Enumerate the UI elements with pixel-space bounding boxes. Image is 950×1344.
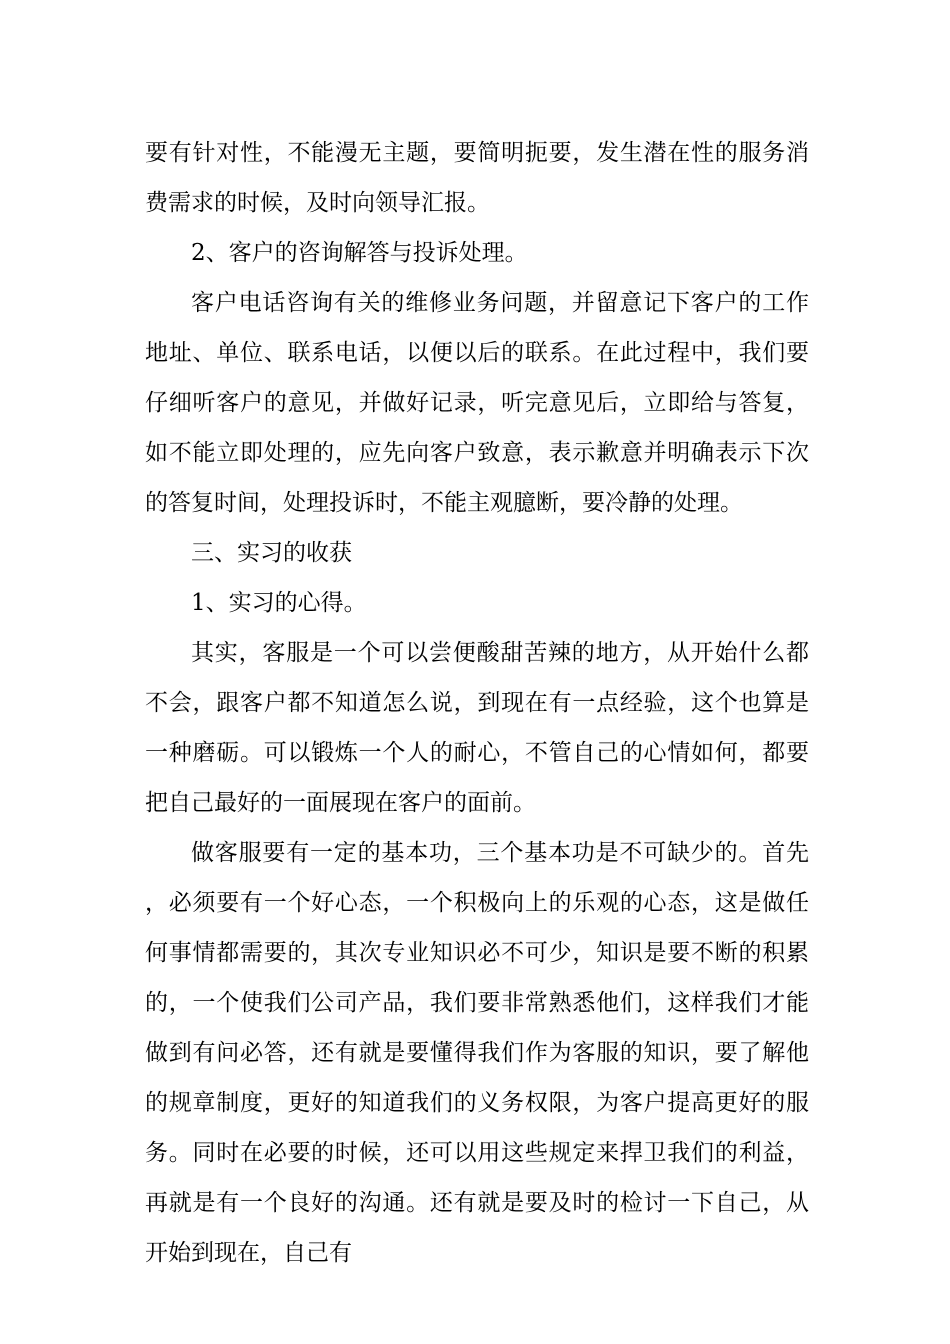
paragraph-subheading-internship-experience: 1、实习的心得。 xyxy=(191,590,367,616)
paragraph-subheading-complaint-handling: 2、客户的咨询解答与投诉处理。 xyxy=(191,240,528,266)
paragraph-continuation: 要有针对性，不能漫无主题，要简明扼要，发生潜在性的服务消费需求的时候，及时向领导汇报。 xyxy=(145,140,809,216)
section-heading-internship-gains: 三、实习的收获 xyxy=(191,540,352,566)
paragraph-customer-service-reflection: 其实，客服是一个可以尝便酸甜苦辣的地方，从开始什么都不会，跟客户都不知道怎么说，到现在有一点经验，这个也算是一种磨砺。可以锻炼一个人的耐心，不管自己的心情如何，都要把自己最好的一面展现在客户的面前。 xyxy=(145,640,809,816)
paragraph-consultation-details: 客户电话咨询有关的维修业务问题，并留意记下客户的工作地址、单位、联系电话，以便以后的联系。在此过程中，我们要仔细听客户的意见，并做好记录，听完意见后，立即给与答复，如不能立即处理的，应先向客户致意，表示歉意并明确表示下次的答复时间，处理投诉时，不能主观臆断，要冷静的处理。 xyxy=(145,290,809,516)
document-body xyxy=(145,128,809,1278)
paragraph-basic-skills: 做客服要有一定的基本功，三个基本功是不可缺少的。首先，必须要有一个好心态，一个积极向上的乐观的心态，这是做任何事情都需要的，其次专业知识必不可少，知识是要不断的积累的，一个使我们公司产品，我们要非常熟悉他们，这样我们才能做到有问必答，还有就是要懂得我们作为客服的知识，要了解他的规章制度，更好的知道我们的义务权限，为客户提高更好的服务。同时在必要的时候，还可以用这些规定来捍卫我们的利益，再就是有一个良好的沟通。还有就是要及时的检讨一下自己，从开始到现在，自己有 xyxy=(145,840,809,1266)
